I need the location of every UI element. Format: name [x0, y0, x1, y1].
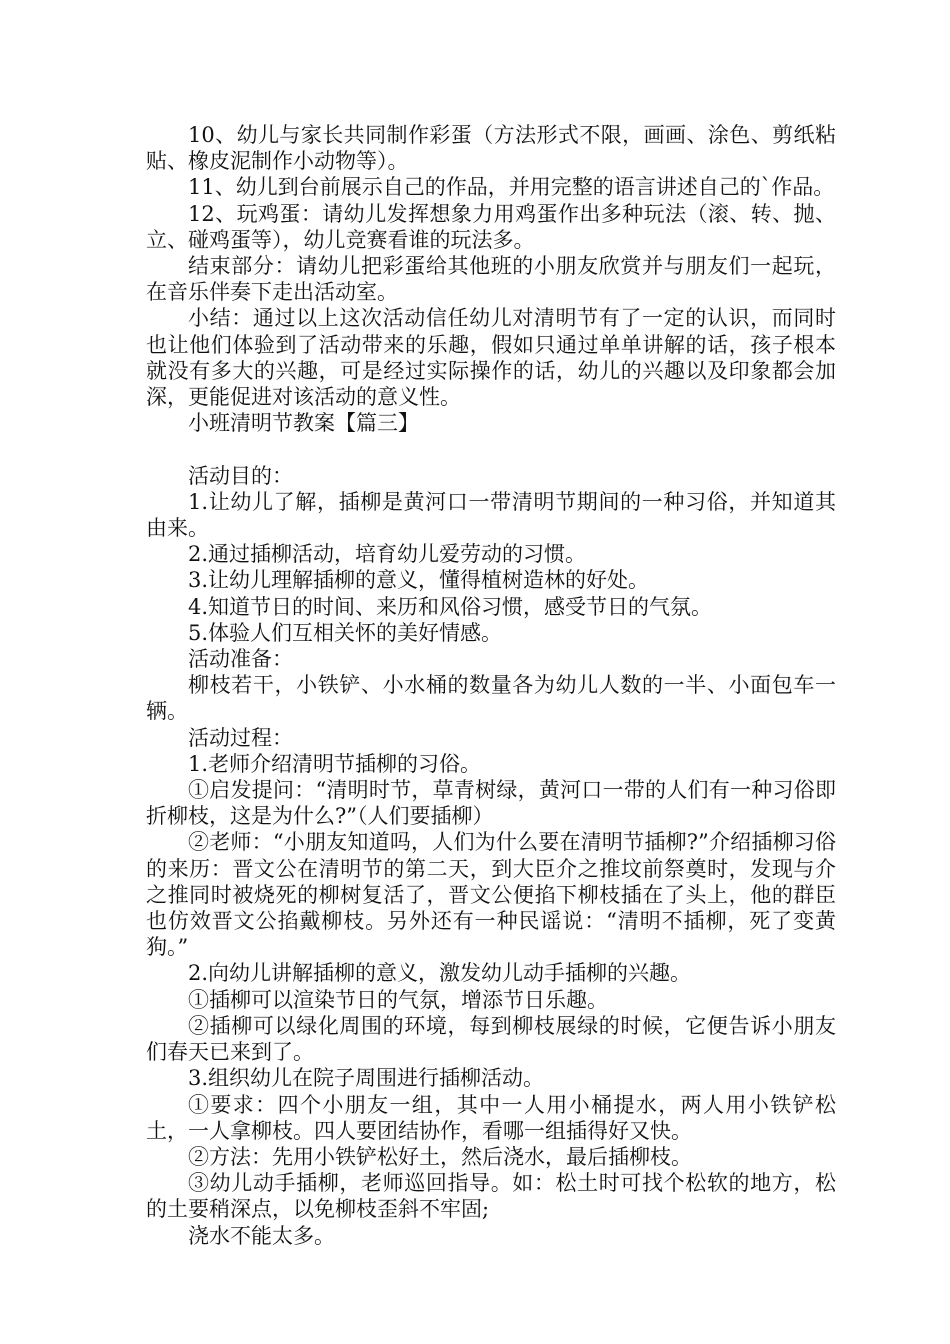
- paragraph-step-11: 11、幼儿到台前展示自己的作品，并用完整的语言讲述自己的`作品。: [188, 175, 835, 200]
- goal-item-5: 5.体验人们互相关怀的美好情感。: [188, 620, 503, 645]
- paragraph-step-12: 12、玩鸡蛋：请幼儿发挥想象力用鸡蛋作出多种玩法（滚、转、抛、立、碰鸡蛋等），幼儿竞赛看谁的玩法多。: [146, 201, 836, 252]
- process-step-3-c-cont: 浇水不能太多。: [188, 1223, 335, 1248]
- process-step-3-c: ③幼儿动手插柳，老师巡回指导。如：松土时可找个松软的地方，松的土要稍深点，以免柳枝歪斜不牢固;: [146, 1171, 836, 1222]
- paragraph-ending: 结束部分：请幼儿把彩蛋给其他班的小朋友欣赏并与朋友们一起玩，在音乐伴奏下走出活动室。: [146, 254, 836, 305]
- goal-item-4: 4.知道节日的时间、来历和风俗习惯，感受节日的气氛。: [188, 594, 713, 619]
- heading-activity-prep: 活动准备：: [188, 647, 293, 672]
- goal-item-1: 1.让幼儿了解，插柳是黄河口一带清明节期间的一种习俗，并知道其由来。: [146, 489, 836, 541]
- process-step-3-b: ②方法：先用小铁铲松好土，然后浇水，最后插柳枝。: [188, 1144, 692, 1169]
- goal-item-3: 3.让幼儿理解插柳的意义，懂得植树造林的好处。: [188, 568, 650, 593]
- document-body: [146, 122, 836, 1249]
- process-step-3-a: ①要求：四个小朋友一组，其中一人用小桶提水，两人用小铁铲松土，一人拿柳枝。四人要团结协作，看哪一组插得好又快。: [146, 1092, 836, 1143]
- heading-activity-goals: 活动目的：: [188, 463, 293, 488]
- paragraph-step-10: 10、幼儿与家长共同制作彩蛋（方法形式不限，画画、涂色、剪纸粘贴、橡皮泥制作小动物等）。: [146, 123, 836, 174]
- heading-activity-process: 活动过程：: [188, 725, 293, 750]
- process-step-2-a: ①插柳可以渲染节日的气氛，增添节日乐趣。: [188, 987, 608, 1012]
- process-step-2: 2.向幼儿讲解插柳的意义，激发幼儿动手插柳的兴趣。: [188, 961, 692, 986]
- goal-item-2: 2.通过插柳活动，培育幼儿爱劳动的习惯。: [188, 542, 587, 567]
- process-step-3: 3.组织幼儿在院子周围进行插柳活动。: [188, 1066, 545, 1091]
- blank-line: [146, 436, 836, 462]
- process-step-2-b: ②插柳可以绿化周围的环境，每到柳枝展绿的时候，它便告诉小朋友们春天已来到了。: [146, 1013, 836, 1065]
- prep-text: 柳枝若干，小铁铲、小水桶的数量各为幼儿人数的一半、小面包车一辆。: [146, 673, 836, 724]
- process-step-1-b: ②老师：“小朋友知道吗，人们为什么要在清明节插柳?”介绍插柳习俗的来历：晋文公在清明节的第二天，到大臣介之推坟前祭奠时，发现与介之推同时被烧死的柳树复活了，晋文公便掐下柳枝插在了头上，他的群臣也仿效晋文公掐戴柳枝。另外还有一种民谣说：“清明不插柳，死了变黄狗。”: [146, 830, 836, 960]
- process-step-1-a: ①启发提问：“清明时节，草青树绿，黄河口一带的人们有一种习俗即折柳枝，这是为什么?”（人们要插柳）: [146, 778, 836, 829]
- paragraph-summary: 小结：通过以上这次活动信任幼儿对清明节有了一定的认识，而同时也让他们体验到了活动带来的乐趣，假如只通过单单讲解的话，孩子根本就没有多大的兴趣，可是经过实际操作的话，幼儿的兴趣以及印象都会加深，更能促进对该活动的意义性。: [146, 306, 836, 410]
- process-step-1: 1.老师介绍清明节插柳的习俗。: [188, 751, 482, 776]
- section-heading: 小班清明节教案【篇三】: [188, 411, 419, 436]
